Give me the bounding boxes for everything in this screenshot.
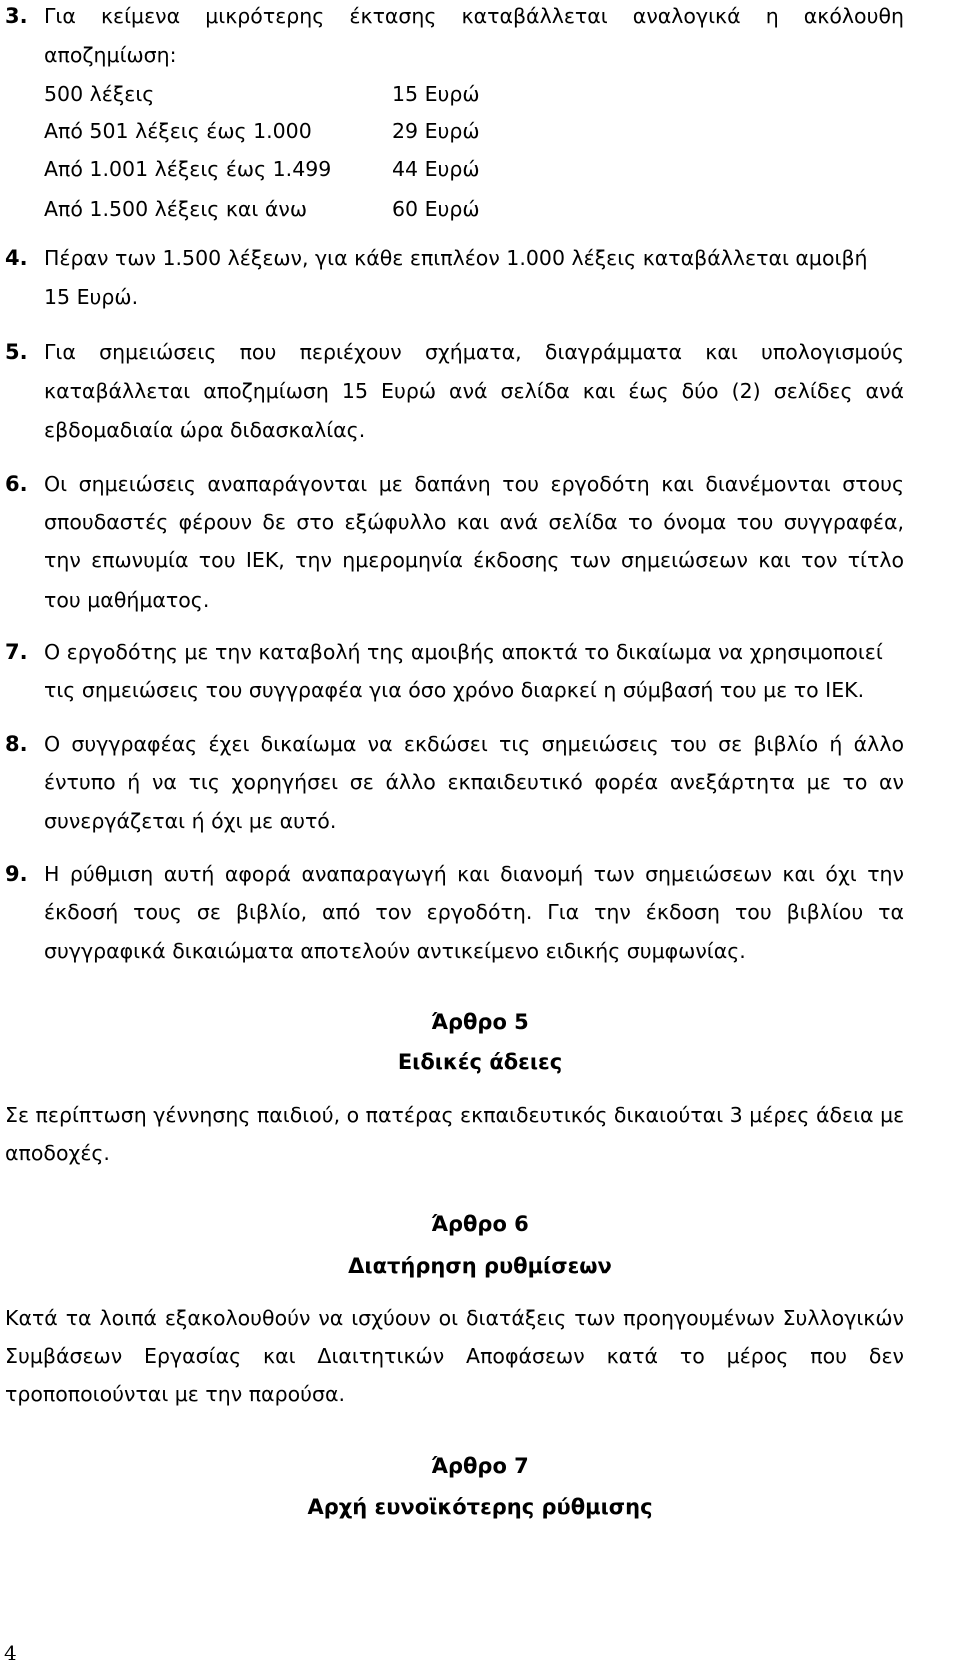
- fee-amount: 44 Ευρώ: [392, 157, 480, 181]
- item-line: Για κείμενα μικρότερης έκτασης καταβάλλεται αναλογικά η ακόλουθη: [44, 4, 904, 28]
- item-line: έκδοσή τους σε βιβλίο, από τον εργοδότη. Για την έκδοση του βιβλίου τα: [44, 900, 904, 924]
- article-line: Κατά τα λοιπά εξακολουθούν να ισχύουν οι διατάξεις των προηγουμένων Συλλογικών: [5, 1306, 904, 1330]
- article-number: Άρθρο 7: [431, 1454, 529, 1478]
- article-line: τροποποιούνται με την παρούσα.: [5, 1382, 346, 1406]
- item-number: 4.: [5, 246, 28, 270]
- item-line: καταβάλλεται αποζημίωση 15 Ευρώ ανά σελίδα και έως δύο (2) σελίδες ανά: [44, 379, 904, 403]
- item-number: 3.: [5, 4, 28, 28]
- article-number: Άρθρο 6: [431, 1212, 529, 1236]
- fee-label: Από 1.001 λέξεις έως 1.499: [44, 157, 332, 181]
- article-title: Διατήρηση ρυθμίσεων: [348, 1254, 612, 1278]
- fee-amount: 29 Ευρώ: [392, 119, 480, 143]
- article-line: Σε περίπτωση γέννησης παιδιού, ο πατέρας εκπαιδευτικός δικαιούται 3 μέρες άδεια με: [5, 1103, 905, 1127]
- item-line: Οι σημειώσεις αναπαράγονται με δαπάνη του εργοδότη και διανέμονται στους: [44, 472, 904, 496]
- fee-amount: 15 Ευρώ: [392, 82, 480, 106]
- fee-label: Από 501 λέξεις έως 1.000: [44, 119, 312, 143]
- item-line: Για σημειώσεις που περιέχουν σχήματα, διαγράμματα και υπολογισμούς: [44, 340, 904, 364]
- item-line: Η ρύθμιση αυτή αφορά αναπαραγωγή και διανομή των σημειώσεων και όχι την: [44, 862, 904, 886]
- fee-amount: 60 Ευρώ: [392, 197, 480, 221]
- item-line: 15 Ευρώ.: [44, 285, 139, 309]
- item-line: τις σημειώσεις του συγγραφέα για όσο χρόνο διαρκεί η σύμβασή του με το ΙΕΚ.: [44, 678, 865, 702]
- article-title: Αρχή ευνοϊκότερης ρύθμισης: [307, 1495, 653, 1519]
- item-number: 9.: [5, 862, 28, 886]
- item-line: συνεργάζεται ή όχι με αυτό.: [44, 809, 337, 833]
- item-number: 8.: [5, 732, 28, 756]
- article-title: Ειδικές άδειες: [397, 1050, 563, 1074]
- page-number: 4: [4, 1641, 17, 1665]
- fee-label: 500 λέξεις: [44, 82, 155, 106]
- item-line: αποζημίωση:: [44, 43, 177, 67]
- item-line: την επωνυμία του ΙΕΚ, την ημερομηνία έκδοσης των σημειώσεων και τον τίτλο: [44, 548, 904, 572]
- item-line: σπουδαστές φέρουν δε στο εξώφυλλο και ανά σελίδα το όνομα του συγγραφέα,: [44, 510, 904, 534]
- item-number: 6.: [5, 472, 28, 496]
- item-line: έντυπο ή να τις χορηγήσει σε άλλο εκπαιδευτικό φορέα ανεξάρτητα με το αν: [44, 770, 904, 794]
- article-line: Συμβάσεων Εργασίας και Διαιτητικών Αποφάσεων κατά το μέρος που δεν: [5, 1344, 904, 1368]
- item-line: συγγραφικά δικαιώματα αποτελούν αντικείμενο ειδικής συμφωνίας.: [44, 939, 746, 963]
- item-line: Ο εργοδότης με την καταβολή της αμοιβής αποκτά το δικαίωμα να χρησιμοποιεί: [44, 640, 883, 664]
- item-number: 5.: [5, 340, 28, 364]
- article-number: Άρθρο 5: [431, 1010, 529, 1034]
- item-line: Ο συγγραφέας έχει δικαίωμα να εκδώσει τις σημειώσεις του σε βιβλίο ή άλλο: [44, 732, 904, 756]
- item-line: Πέραν των 1.500 λέξεων, για κάθε επιπλέον 1.000 λέξεις καταβάλλεται αμοιβή: [44, 246, 868, 270]
- fee-label: Από 1.500 λέξεις και άνω: [44, 197, 308, 221]
- article-line: αποδοχές.: [5, 1141, 110, 1165]
- item-line: του μαθήματος.: [44, 588, 210, 612]
- item-line: εβδομαδιαία ώρα διδασκαλίας.: [44, 418, 366, 442]
- item-number: 7.: [5, 640, 28, 664]
